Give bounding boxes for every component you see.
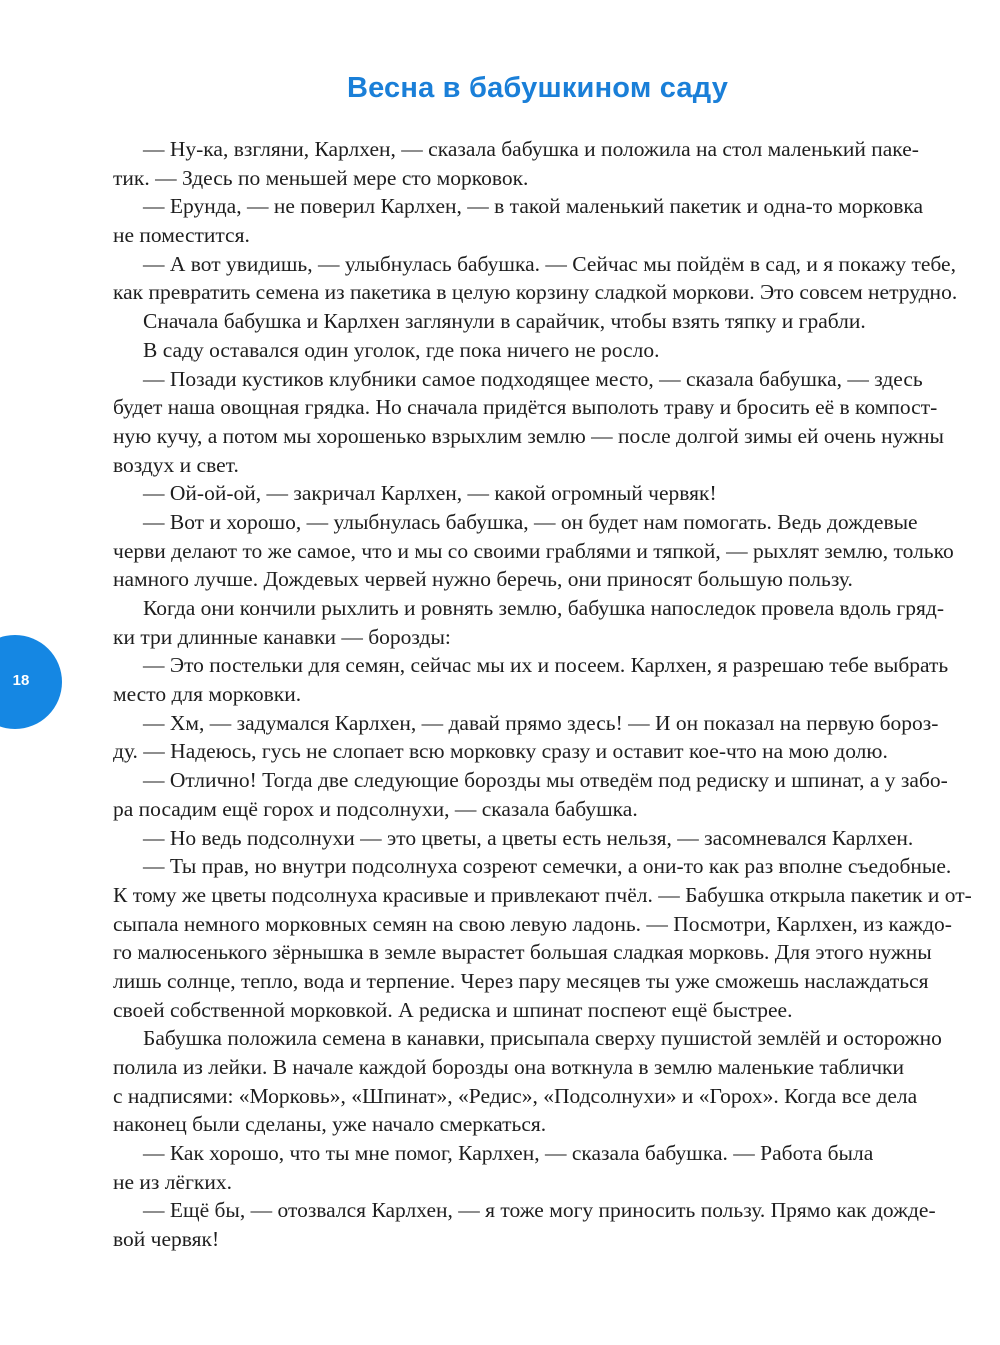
text-line: — Позади кустиков клубники самое подходящее место, — сказала бабушка, — здесь xyxy=(143,366,923,391)
text-line: го малюсенького зёрнышка в земле вырастет большая сладкая морковь. Для этого нужны xyxy=(113,940,932,965)
text-line: лишь солнце, тепло, вода и терпение. Через пару месяцев ты уже сможешь наслаждаться xyxy=(113,968,929,993)
text-line: Когда они кончили рыхлить и ровнять землю, бабушка напоследок провела вдоль гряд- xyxy=(143,596,944,620)
text-line: — Ну-ка, взгляни, Карлхен, — сказала бабушка и положила на стол маленький паке- xyxy=(143,137,919,161)
text-line: ду. — Надеюсь, гусь не слопает всю морковку сразу и оставит кое-что на мою долю. xyxy=(113,739,888,764)
text-line: — Как хорошо, что ты мне помог, Карлхен, — сказала бабушка. — Работа была xyxy=(143,1141,874,1166)
text-line: — Ещё бы, — отозвался Карлхен, — я тоже могу приносить пользу. Прямо как дожде- xyxy=(143,1198,936,1223)
text-line: К тому же цветы подсолнуха красивые и привлекают пчёл. — Бабушка открыла пакетик и от- xyxy=(113,882,972,907)
text-line: Сначала бабушка и Карлхен заглянули в сарайчик, чтобы взять тяпку и грабли. xyxy=(143,309,866,334)
text-line: черви делают то же самое, что и мы со своими граблями и тяпкой, — рыхлят землю, только xyxy=(113,538,954,563)
text-line: — Но ведь подсолнухи — это цветы, а цветы есть нельзя, — засомневался Карлхен. xyxy=(143,825,914,850)
text-line: наконец были сделаны, уже начало смеркаться. xyxy=(113,1112,547,1137)
text-line: воздух и свет. xyxy=(113,452,239,477)
text-line: ки три длинные канавки — борозды: xyxy=(113,624,451,649)
story-text xyxy=(113,135,972,1254)
text-line: будет наша овощная грядка. Но сначала придётся выполоть траву и бросить её в компост- xyxy=(113,395,938,420)
text-line: не из лёгких. xyxy=(113,1169,232,1194)
text-line: с надписями: «Морковь», «Шпинат», «Редис», «Подсолнухи» и «Горох». Когда все дела xyxy=(113,1083,918,1108)
text-line: сыпала немного морковных семян на свою левую ладонь. — Посмотри, Карлхен, из каждо- xyxy=(113,911,952,936)
text-line: — А вот увидишь, — улыбнулась бабушка. — Сейчас мы пойдём в сад, и я покажу тебе, xyxy=(143,251,956,276)
text-line: полила из лейки. В начале каждой борозды она воткнула в землю маленькие таблички xyxy=(113,1055,904,1079)
text-line: — Ой-ой-ой, — закричал Карлхен, — какой огромный червяк! xyxy=(143,481,717,506)
text-line: место для морковки. xyxy=(113,682,302,707)
text-line: — Хм, — задумался Карлхен, — давай прямо здесь! — И он показал на первую бороз- xyxy=(143,710,939,735)
text-line: Бабушка положила семена в канавки, присыпала сверху пушистой землёй и осторожно xyxy=(143,1026,942,1051)
page-number: 18 xyxy=(12,672,30,689)
page-title: Весна в бабушкином саду xyxy=(346,72,729,104)
text-line: — Ты прав, но внутри подсолнуха созреют семечки, а они-то как раз вполне съедобные. xyxy=(143,854,952,879)
text-line: ра посадим ещё горох и подсолнухи, — сказала бабушка. xyxy=(113,796,638,821)
text-line: — Ерунда, — не поверил Карлхен, — в такой маленький пакетик и одна-то морковка xyxy=(143,194,924,219)
text-line: тик. — Здесь по меньшей мере сто морковок. xyxy=(113,165,529,190)
text-line: — Отлично! Тогда две следующие борозды мы отведём под редиску и шпинат, а у забо- xyxy=(143,768,948,793)
text-line: ную кучу, а потом мы хорошенько взрыхлим землю — после долгой зимы ей очень нужны xyxy=(113,423,944,448)
text-line: как превратить семена из пакетика в целую корзину сладкой моркови. Это совсем нетрудно. xyxy=(113,280,958,305)
text-line: В саду оставался один уголок, где пока ничего не росло. xyxy=(143,337,660,362)
text-line: — Вот и хорошо, — улыбнулась бабушка, — он будет нам помогать. Ведь дождевые xyxy=(143,509,918,534)
text-line: намного лучше. Дождевых червей нужно беречь, они приносят большую пользу. xyxy=(113,567,853,592)
text-line: не поместится. xyxy=(113,223,250,248)
text-line: — Это постельки для семян, сейчас мы их и посеем. Карлхен, я разрешаю тебе выбрать xyxy=(143,653,949,678)
text-line: своей собственной морковкой. А редиска и шпинат поспеют ещё быстрее. xyxy=(113,997,793,1022)
text-line: вой червяк! xyxy=(113,1227,220,1252)
